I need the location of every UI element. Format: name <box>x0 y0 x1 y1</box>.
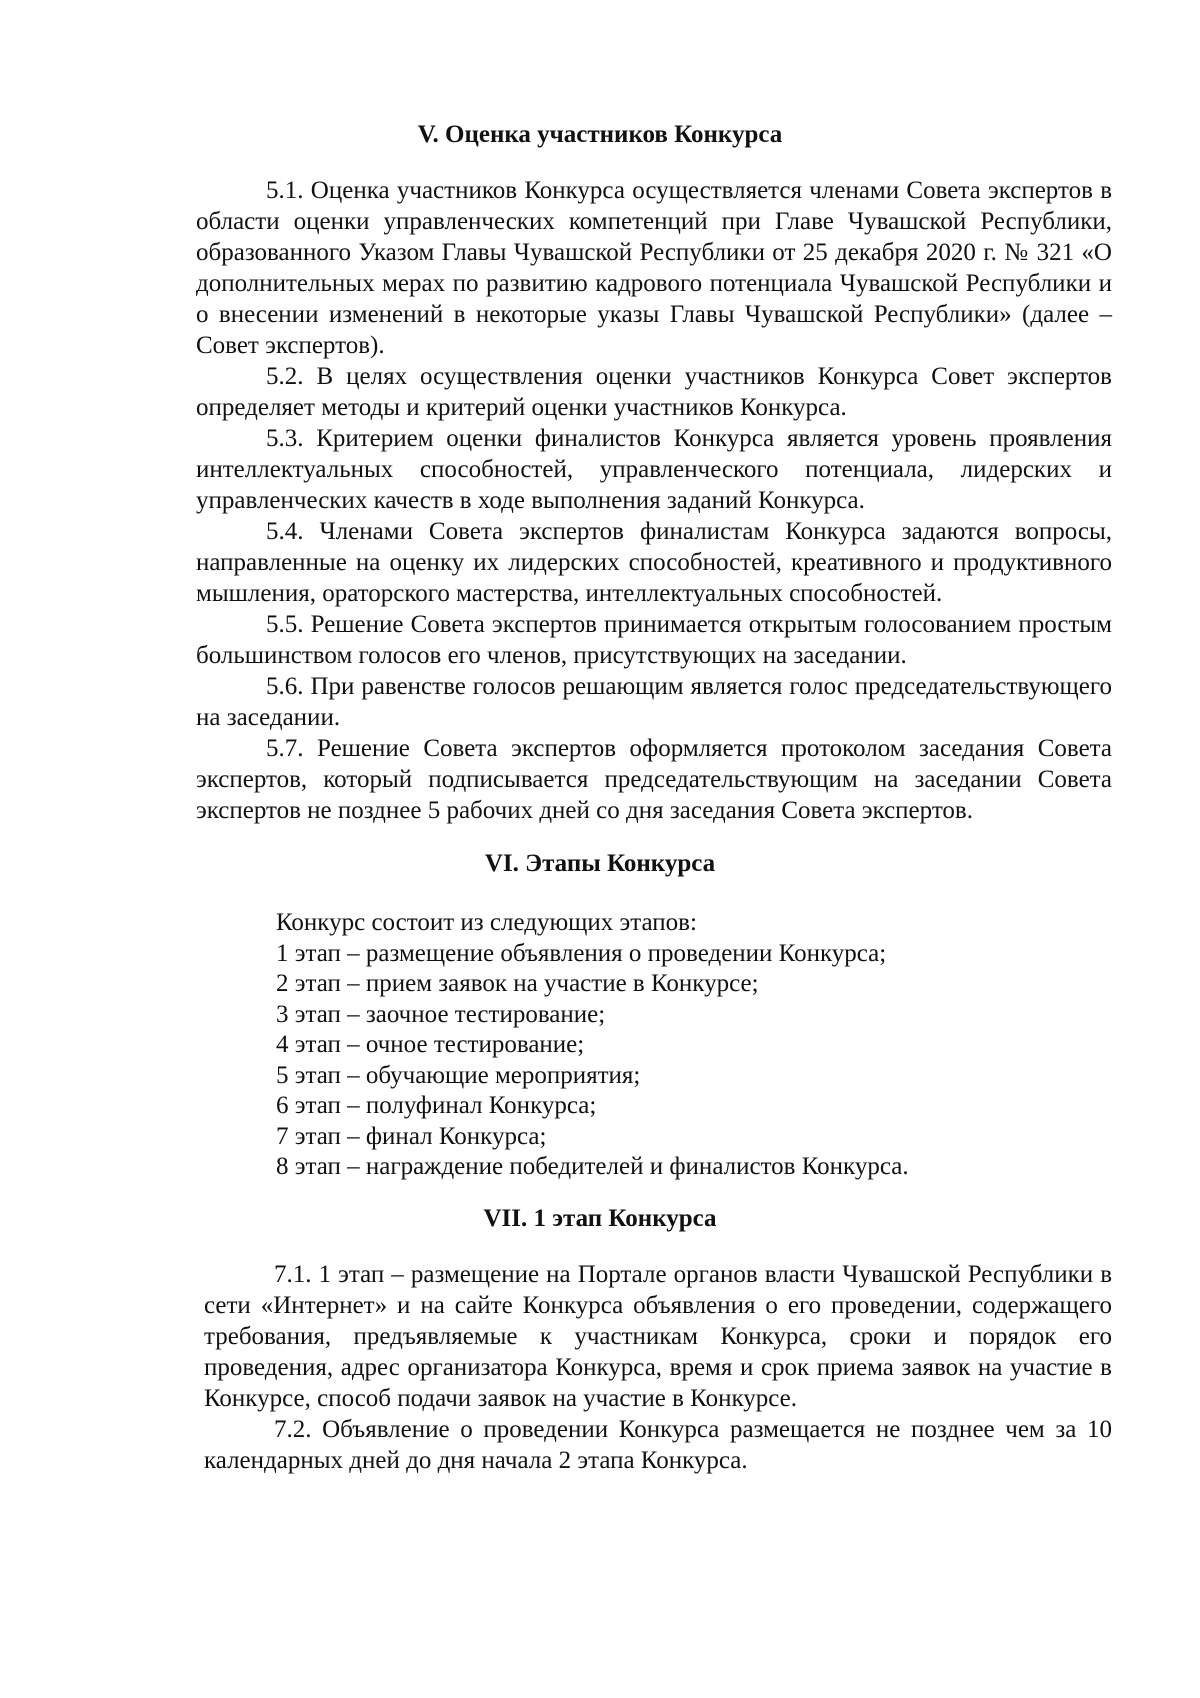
stage-item: 1 этап – размещение объявления о проведении Конкурса; <box>276 939 887 967</box>
stages-intro: Конкурс состоит из следующих этапов: <box>276 909 697 936</box>
stages-list <box>276 908 1116 1183</box>
paragraph-5-4: 5.4. Членами Совета экспертов финалистам Конкурса задаются вопросы, направленные на оценку их лидерских способностей, креативного и продуктивного мышления, ораторского мастерства, интеллектуальных способностей. <box>196 518 1112 607</box>
section-7-body <box>204 1259 1112 1476</box>
paragraph-5-2: 5.2. В целях осуществления оценки участников Конкурса Совет экспертов определяет методы и критерий оценки участников Конкурса. <box>196 363 1112 421</box>
paragraph-7-2: 7.2. Объявление о проведении Конкурса размещается не позднее чем за 10 календарных дней до дня начала 2 этапа Конкурса. <box>204 1416 1112 1474</box>
paragraph-5-3: 5.3. Критерием оценки финалистов Конкурса является уровень проявления интеллектуальных способностей, управленческого потенциала, лидерских и управленческих качеств в ходе выполнения заданий Конкурса. <box>196 425 1112 514</box>
paragraph-5-6: 5.6. При равенстве голосов решающим является голос председательствующего на заседании. <box>196 673 1112 731</box>
paragraph-5-1: 5.1. Оценка участников Конкурса осуществляется членами Совета экспертов в области оценки управленческих компетенций при Главе Чувашской Республики, образованного Указом Главы Чувашской Республики от 25 декабря 2020 г. № 321 «О дополнительных мерах по развитию кадрового потенциала Чувашской Республики и о внесении изменений в некоторые указы Главы Чувашской Республики» (далее – Совет экспертов). <box>196 177 1112 359</box>
paragraph-5-7: 5.7. Решение Совета экспертов оформляется протоколом заседания Совета экспертов, который подписывается председательствующим на заседании Совета экспертов не позднее 5 рабочих дней со дня заседания Совета экспертов. <box>196 735 1112 824</box>
stage-item: 4 этап – очное тестирование; <box>276 1031 585 1058</box>
stage-item: 6 этап – полуфинал Конкурса; <box>276 1092 597 1119</box>
section-6-title: VI. Этапы Конкурса <box>484 850 716 877</box>
section-7-title: VII. 1 этап Конкурса <box>483 1205 717 1232</box>
stage-item: 5 этап – обучающие мероприятия; <box>276 1061 641 1089</box>
paragraph-7-1: 7.1. 1 этап – размещение на Портале органов власти Чувашской Республики в сети «Интернет» и на сайте Конкурса объявления о его проведении, содержащего требования, предъявляемые к участникам Конкурса, сроки и порядок его проведения, адрес организатора Конкурса, время и срок приема заявок на участие в Конкурсе, способ подачи заявок на участие в Конкурсе. <box>204 1261 1112 1412</box>
stage-item: 2 этап – прием заявок на участие в Конкурсе; <box>276 970 759 997</box>
section-5-title: V. Оценка участников Конкурса <box>417 121 783 148</box>
stage-item: 3 этап – заочное тестирование; <box>276 1000 606 1028</box>
paragraph-5-5: 5.5. Решение Совета экспертов принимается открытым голосованием простым большинством голосов его членов, присутствующих на заседании. <box>196 611 1112 669</box>
section-5-body <box>196 175 1112 826</box>
stage-item: 7 этап – финал Конкурса; <box>276 1122 547 1150</box>
stage-item: 8 этап – награждение победителей и финалистов Конкурса. <box>276 1153 909 1180</box>
